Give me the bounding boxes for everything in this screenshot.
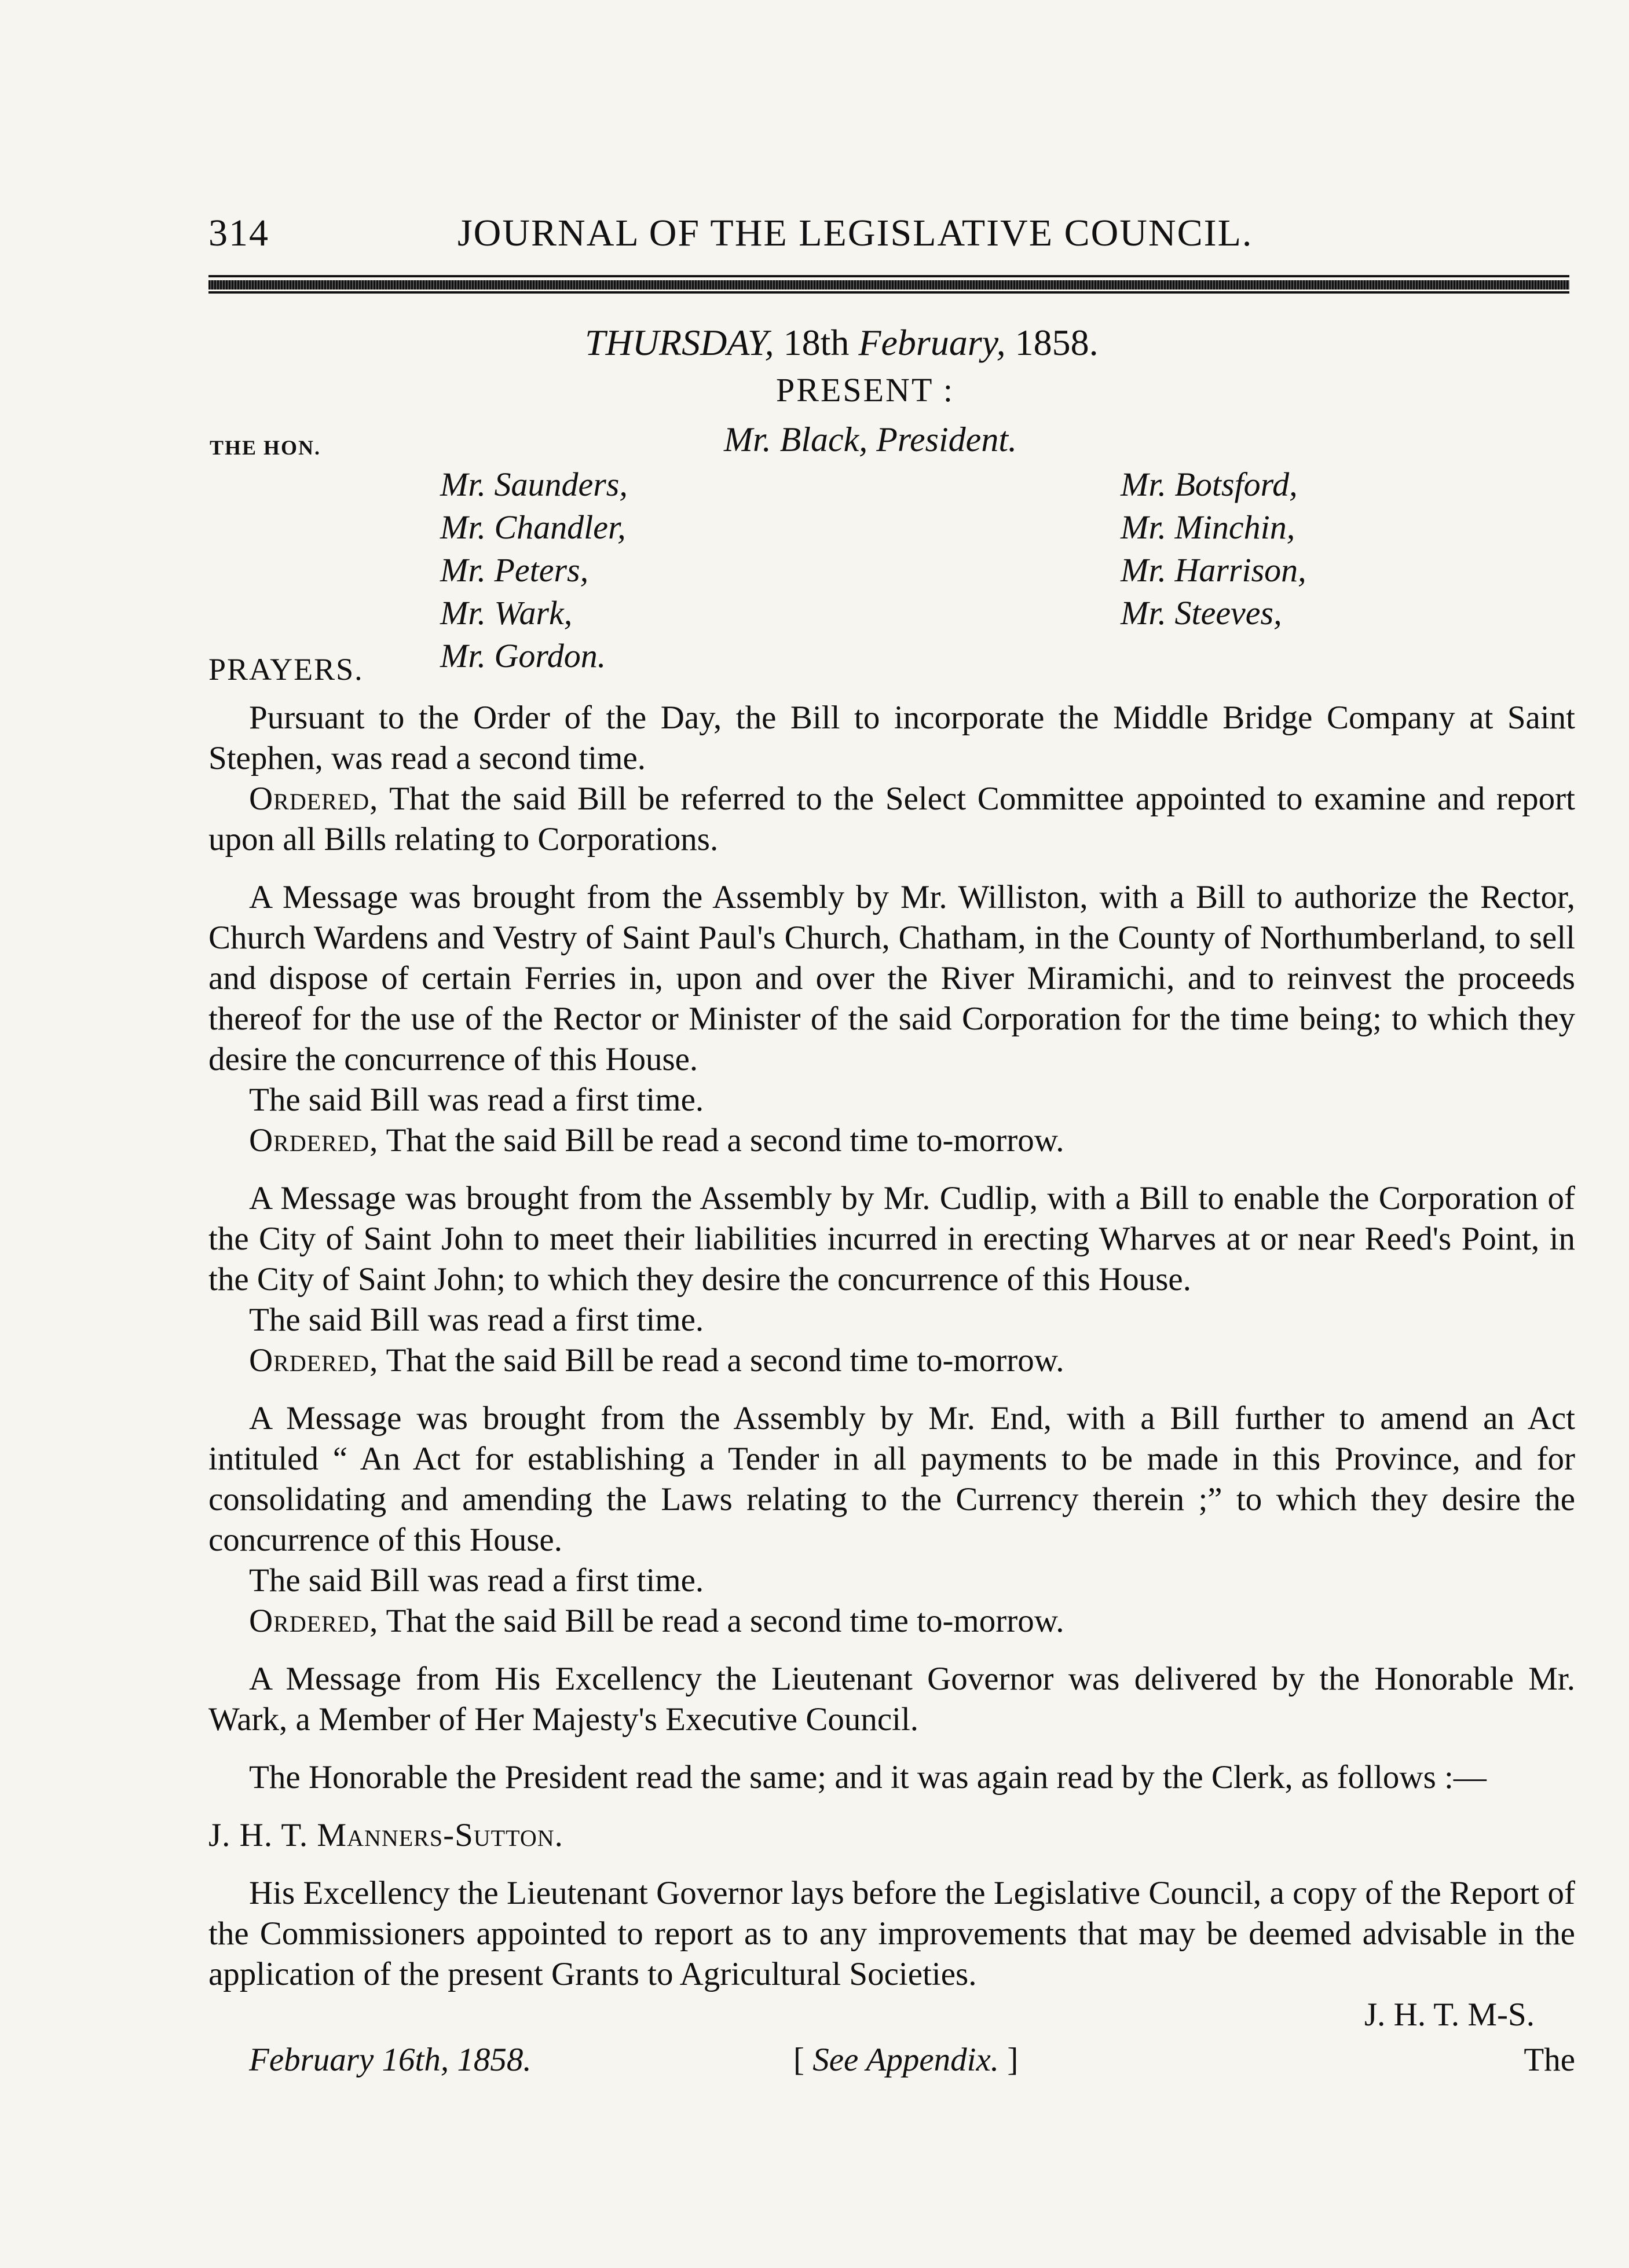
members-left-column <box>440 463 628 677</box>
member-name: Mr. Gordon. <box>440 637 606 675</box>
ordered-word: Ordered, <box>249 1122 379 1159</box>
prayers-heading: PRAYERS. <box>208 652 364 687</box>
paragraph: The Honorable the President read the same; and it was again read by the Clerk, as follows :— <box>249 1759 1487 1796</box>
catchword: The <box>1524 2042 1575 2078</box>
paragraph: A Message was brought from the Assembly by Mr. Cudlip, with a Bill to enable the Corporation of the City of Saint John to meet their liabilities incurred in erecting Wharves at or near Reed's Point, in the City of Saint John; to which they desire the concurrence of this House. <box>208 1180 1575 1298</box>
member-name: Mr. Peters, <box>440 551 589 589</box>
paragraph: The said Bill was read a first time. <box>249 1302 704 1338</box>
member-name: Mr. Wark, <box>440 594 573 632</box>
the-hon-label: THE HON. <box>210 436 321 459</box>
footer-line <box>208 2040 1575 2080</box>
member-name: Mr. Saunders, <box>440 466 628 503</box>
member-name: Mr. Minchin, <box>1121 508 1295 546</box>
ordered-paragraph <box>208 1340 1575 1381</box>
paragraph: A Message was brought from the Assembly by Mr. Williston, with a Bill to authorize the Rector, Church Wardens and Vestry of Saint Paul's Church, Chatham, in the County of Northumberland, to sell and dispose of certain Ferries in, upon and over the River Miramichi, and to reinvest the proceeds thereof for the use of the Rector or Minister of the said Corporation for the time being; to which they desire the concurrence of this House. <box>208 879 1575 1078</box>
paragraph-text: That the said Bill be referred to the Select Committee appointed to examine and report upon all Bills relating to Corporations. <box>208 781 1575 858</box>
member-name: Mr. Steeves, <box>1121 594 1282 632</box>
session-date <box>585 321 1099 364</box>
journal-body <box>208 698 1575 2080</box>
date-year: 1858. <box>1015 322 1099 363</box>
present-heading: PRESENT : <box>776 371 954 409</box>
message-date: February 16th, 1858. <box>249 2042 532 2078</box>
paragraph-text: That the said Bill be read a second time to-morrow. <box>386 1342 1064 1379</box>
journal-title: JOURNAL OF THE LEGISLATIVE COUNCIL. <box>457 212 1253 254</box>
members-right-column <box>1121 463 1306 635</box>
paragraph-text: That the said Bill be read a second time to-morrow. <box>386 1122 1064 1159</box>
paragraph: A Message was brought from the Assembly by Mr. End, with a Bill further to amend an Act intituled “ An Act for establishing a Tender in all payments to be made in this Province, and for consolidating and amending the Laws relating to the Currency therein ;” to which they desire the concurrence of this House. <box>208 1400 1575 1558</box>
ordered-word: Ordered, <box>249 1603 379 1639</box>
ordered-paragraph <box>208 1120 1575 1161</box>
ordered-word: Ordered, <box>249 781 379 817</box>
paragraph: His Excellency the Lieutenant Governor lays before the Legislative Council, a copy of the Report of the Commissioners appointed to report as to any improvements that may be deemed advisable in the application of the present Grants to Agricultural Societies. <box>208 1875 1575 1992</box>
bracket-open: [ <box>793 2042 804 2078</box>
date-month: February, <box>858 322 1006 363</box>
date-weekday: THURSDAY, <box>585 322 774 363</box>
member-name: Mr. Botsford, <box>1121 466 1298 503</box>
date-day: 18th <box>783 322 850 363</box>
paragraph: The said Bill was read a first time. <box>249 1082 704 1118</box>
president-name: Mr. Black, President. <box>724 420 1017 459</box>
paragraph-text: That the said Bill be read a second time to-morrow. <box>386 1603 1064 1639</box>
paragraph: The said Bill was read a first time. <box>249 1562 704 1599</box>
paragraph: Pursuant to the Order of the Day, the Bill to incorporate the Middle Bridge Company at Saint Stephen, was read a second time. <box>208 699 1575 776</box>
page-number: 314 <box>208 212 269 254</box>
member-name: Mr. Harrison, <box>1121 551 1306 589</box>
ordered-paragraph <box>208 779 1575 860</box>
header-rule-top <box>208 275 1569 277</box>
paragraph: A Message from His Excellency the Lieutenant Governor was delivered by the Honorable Mr. Wark, a Member of Her Majesty's Executive Council. <box>208 1661 1575 1738</box>
bracket-close: ] <box>1007 2042 1019 2078</box>
member-name: Mr. Chandler, <box>440 508 626 546</box>
governor-name: J. H. T. Manners-Sutton. <box>208 1817 563 1853</box>
header-rule-middle <box>208 280 1569 290</box>
signature: J. H. T. M-S. <box>1364 1996 1535 2033</box>
ordered-paragraph <box>208 1601 1575 1642</box>
appendix-reference <box>793 2040 1018 2080</box>
appendix-label: See Appendix. <box>812 2042 1000 2078</box>
header-rule-bottom <box>208 291 1569 294</box>
ordered-word: Ordered, <box>249 1342 379 1379</box>
